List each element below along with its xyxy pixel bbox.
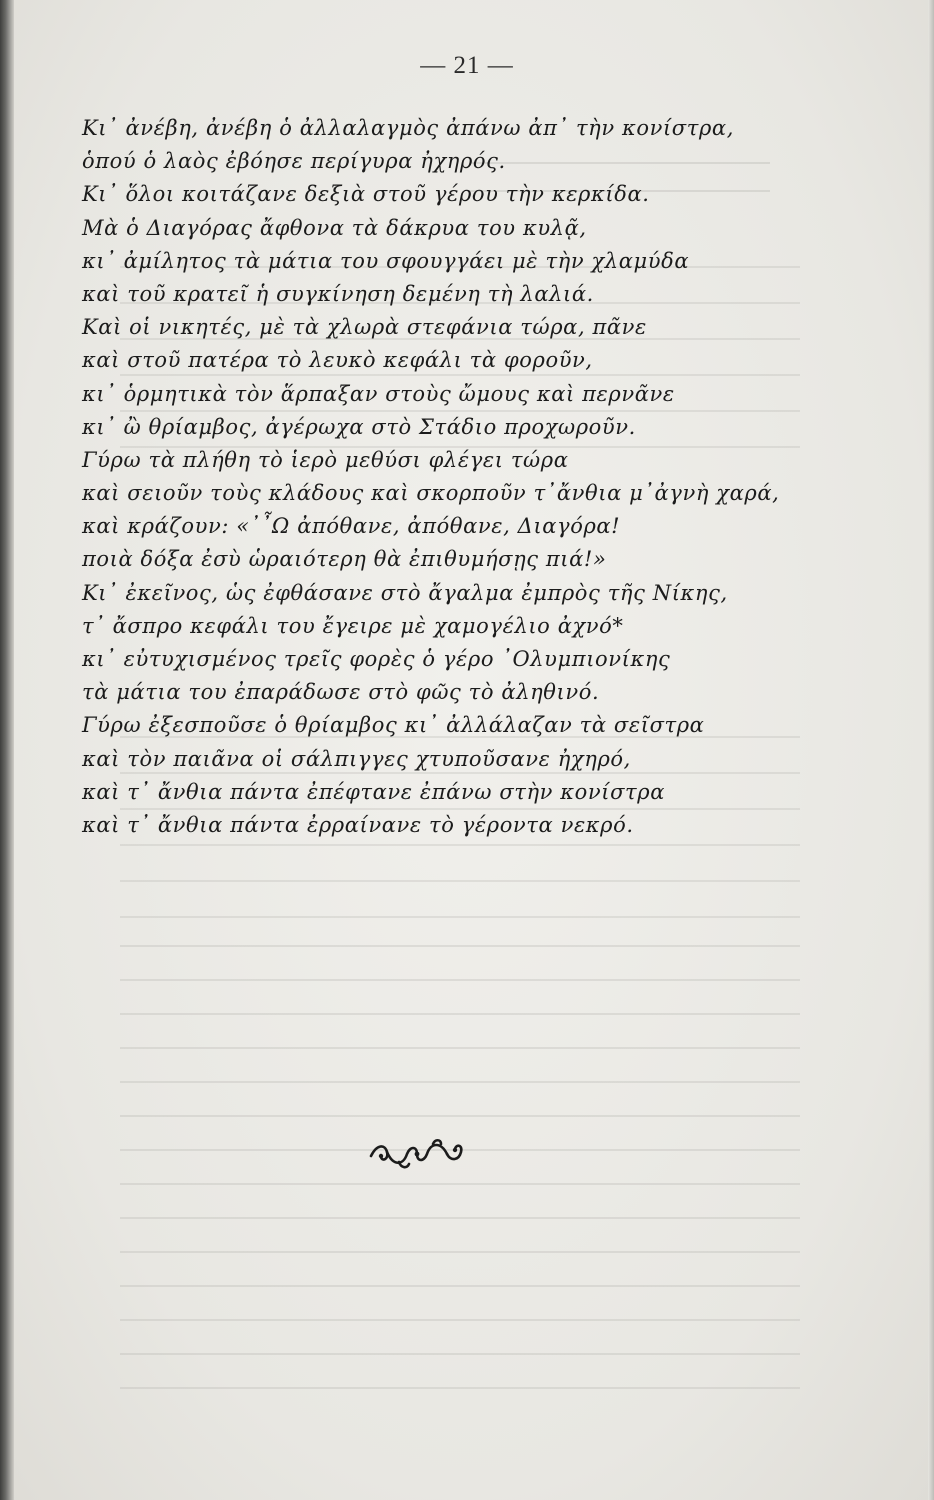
poem-line: καὶ τ᾽ ἄνθια πάντα ἐρραίνανε τὸ γέροντα νεκρό.	[82, 812, 634, 837]
poem-line: τ᾽ ἄσπρο κεφάλι του ἔγειρε μὲ χαμογέλιο ἀχνό*	[82, 613, 624, 638]
vine-scroll-ornament-icon	[367, 1136, 467, 1172]
poem-line: ποιὰ δόξα ἐσὺ ὡραιότερη θὰ ἐπιθυμήσῃς πιά!»	[82, 547, 607, 572]
poem-line: Γύρω τὰ πλήθη τὸ ἱερὸ μεθύσι φλέγει τώρα	[82, 447, 569, 472]
stanza	[82, 178, 842, 311]
poem-line: κι᾽ ἀμίλητος τὰ μάτια του σφουγγάει μὲ τὴν χλαμύδα	[82, 248, 690, 273]
poem-line: καὶ σειοῦν τοὺς κλάδους καὶ σκορποῦν τ᾽ἄνθια μ᾽ἀγνὴ χαρά,	[82, 481, 780, 506]
poem-line: Κι᾽ ὅλοι κοιτάζανε δεξιὰ στοῦ γέρου τὴν κερκίδα.	[82, 182, 650, 207]
poem-line: τὰ μάτια του ἐπαράδωσε στὸ φῶς τὸ ἀληθινό.	[82, 680, 600, 705]
page-gutter-shadow	[0, 0, 14, 1500]
poem-line: καὶ στοῦ πατέρα τὸ λευκὸ κεφάλι τὰ φοροῦν,	[82, 348, 593, 373]
stanza	[82, 709, 842, 842]
poem-line: κι᾽ εὐτυχισμένος τρεῖς φορὲς ὁ γέρο ᾽Ολυμπιονίκης	[82, 647, 671, 671]
poem-line: ὁπού ὁ λαὸς ἐβόησε περίγυρα ἠχηρός.	[82, 149, 506, 174]
stanza	[82, 311, 842, 444]
stanza	[82, 577, 842, 710]
poem-line: κι᾽ ὢ θρίαμβος, ἀγέρωχα στὸ Στάδιο προχωροῦν.	[82, 414, 636, 439]
poem-line: Καὶ οἱ νικητές, μὲ τὰ χλωρὰ στεφάνια τώρα, πᾶνε	[82, 315, 647, 340]
poem-line: κι᾽ ὁρμητικὰ τὸν ἅρπαξαν στοὺς ὤμους καὶ περνᾶνε	[82, 381, 675, 406]
page-edge	[928, 0, 934, 1500]
poem-line: καὶ τοῦ κρατεῖ ἡ συγκίνηση δεμένη τὴ λαλιά.	[82, 281, 594, 306]
stanza	[82, 112, 842, 178]
poem-line: καὶ τὸν παιᾶνα οἱ σάλπιγγες χτυποῦσανε ἠχηρό,	[82, 746, 631, 771]
page-number: — 21 —	[420, 52, 514, 79]
poem-line: καὶ τ᾽ ἄνθια πάντα ἐπέφτανε ἐπάνω στὴν κονίστρα	[82, 779, 665, 804]
poem-line: Κι᾽ ἀνέβη, ἀνέβη ὁ ἀλλαλαγμὸς ἀπάνω ἀπ᾽ τὴν κονίστρα,	[82, 116, 734, 140]
poem-line: Κι᾽ ἐκεῖνος, ὡς ἐφθάσανε στὸ ἄγαλμα ἐμπρὸς τῆς Νίκης,	[82, 580, 728, 605]
poem-text	[82, 112, 842, 842]
poem-line: Μὰ ὁ Διαγόρας ἄφθονα τὰ δάκρυα του κυλᾷ,	[82, 215, 587, 240]
stanza	[82, 444, 842, 577]
poem-line: Γύρω ἐξεσποῦσε ὁ θρίαμβος κι᾽ ἀλλάλαζαν τὰ σεῖστρα	[82, 713, 705, 738]
poem-line: καὶ κράζουν: «᾿῏Ω ἀπόθανε, ἀπόθανε, Διαγόρα!	[82, 514, 621, 539]
